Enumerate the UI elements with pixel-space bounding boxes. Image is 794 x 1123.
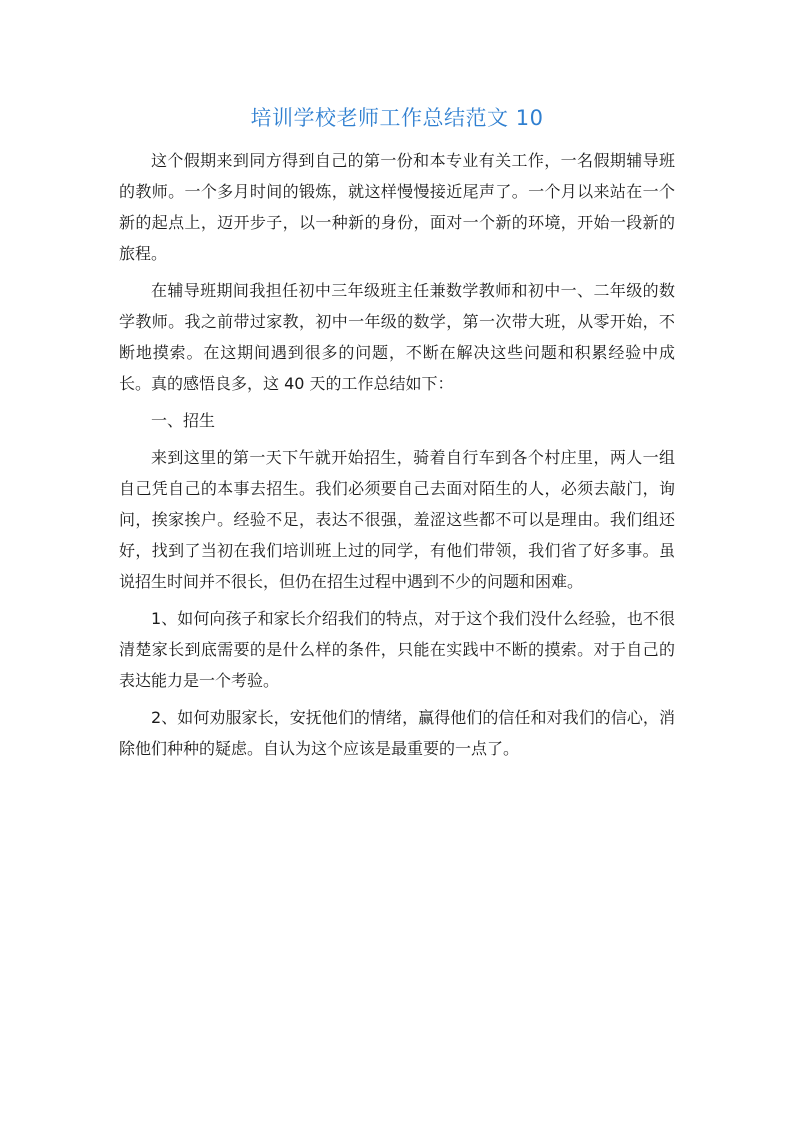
- document-title: 培训学校老师工作总结范文 10: [250, 106, 544, 130]
- document-body: [119, 145, 675, 770]
- paragraph-recruitment: 来到这里的第一天下午就开始招生，骑着自行车到各个村庄里，两人一组自己凭自己的本事去招生。我们必须要自己去面对陌生的人，必须去敲门，询问，挨家挨户。经验不足，表达不很强，羞涩这些都不可以是理由。我们组还好，找到了当初在我们培训班上过的同学，有他们带领，我们省了好多事。虽说招生时间并不很长，但仍在招生过程中遇到不少的问题和困难。: [119, 448, 675, 591]
- paragraph-point-2: 2、如何劝服家长，安抚他们的情绪，赢得他们的信任和对我们的信心，消除他们种种的疑虑。自认为这个应该是最重要的一点了。: [119, 708, 675, 758]
- paragraph-role: 在辅导班期间我担任初中三年级班主任兼数学教师和初中一、二年级的数学教师。我之前带过家教，初中一年级的数学，第一次带大班，从零开始，不断地摸索。在这期间遇到很多的问题，不断在解决这些问题和积累经验中成长。真的感悟良多，这 40 天的工作总结如下：: [119, 281, 675, 393]
- paragraph-intro: 这个假期来到同方得到自己的第一份和本专业有关工作，一名假期辅导班的教师。一个多月时间的锻炼，就这样慢慢接近尾声了。一个月以来站在一个新的起点上，迈开步子，以一种新的身份，面对一个新的环境，开始一段新的旅程。: [119, 151, 675, 263]
- section-heading-recruitment: 一、招生: [151, 411, 216, 430]
- paragraph-point-1: 1、如何向孩子和家长介绍我们的特点，对于这个我们没什么经验，也不很清楚家长到底需要的是什么样的条件，只能在实践中不断的摸索。对于自己的表达能力是一个考验。: [119, 609, 675, 690]
